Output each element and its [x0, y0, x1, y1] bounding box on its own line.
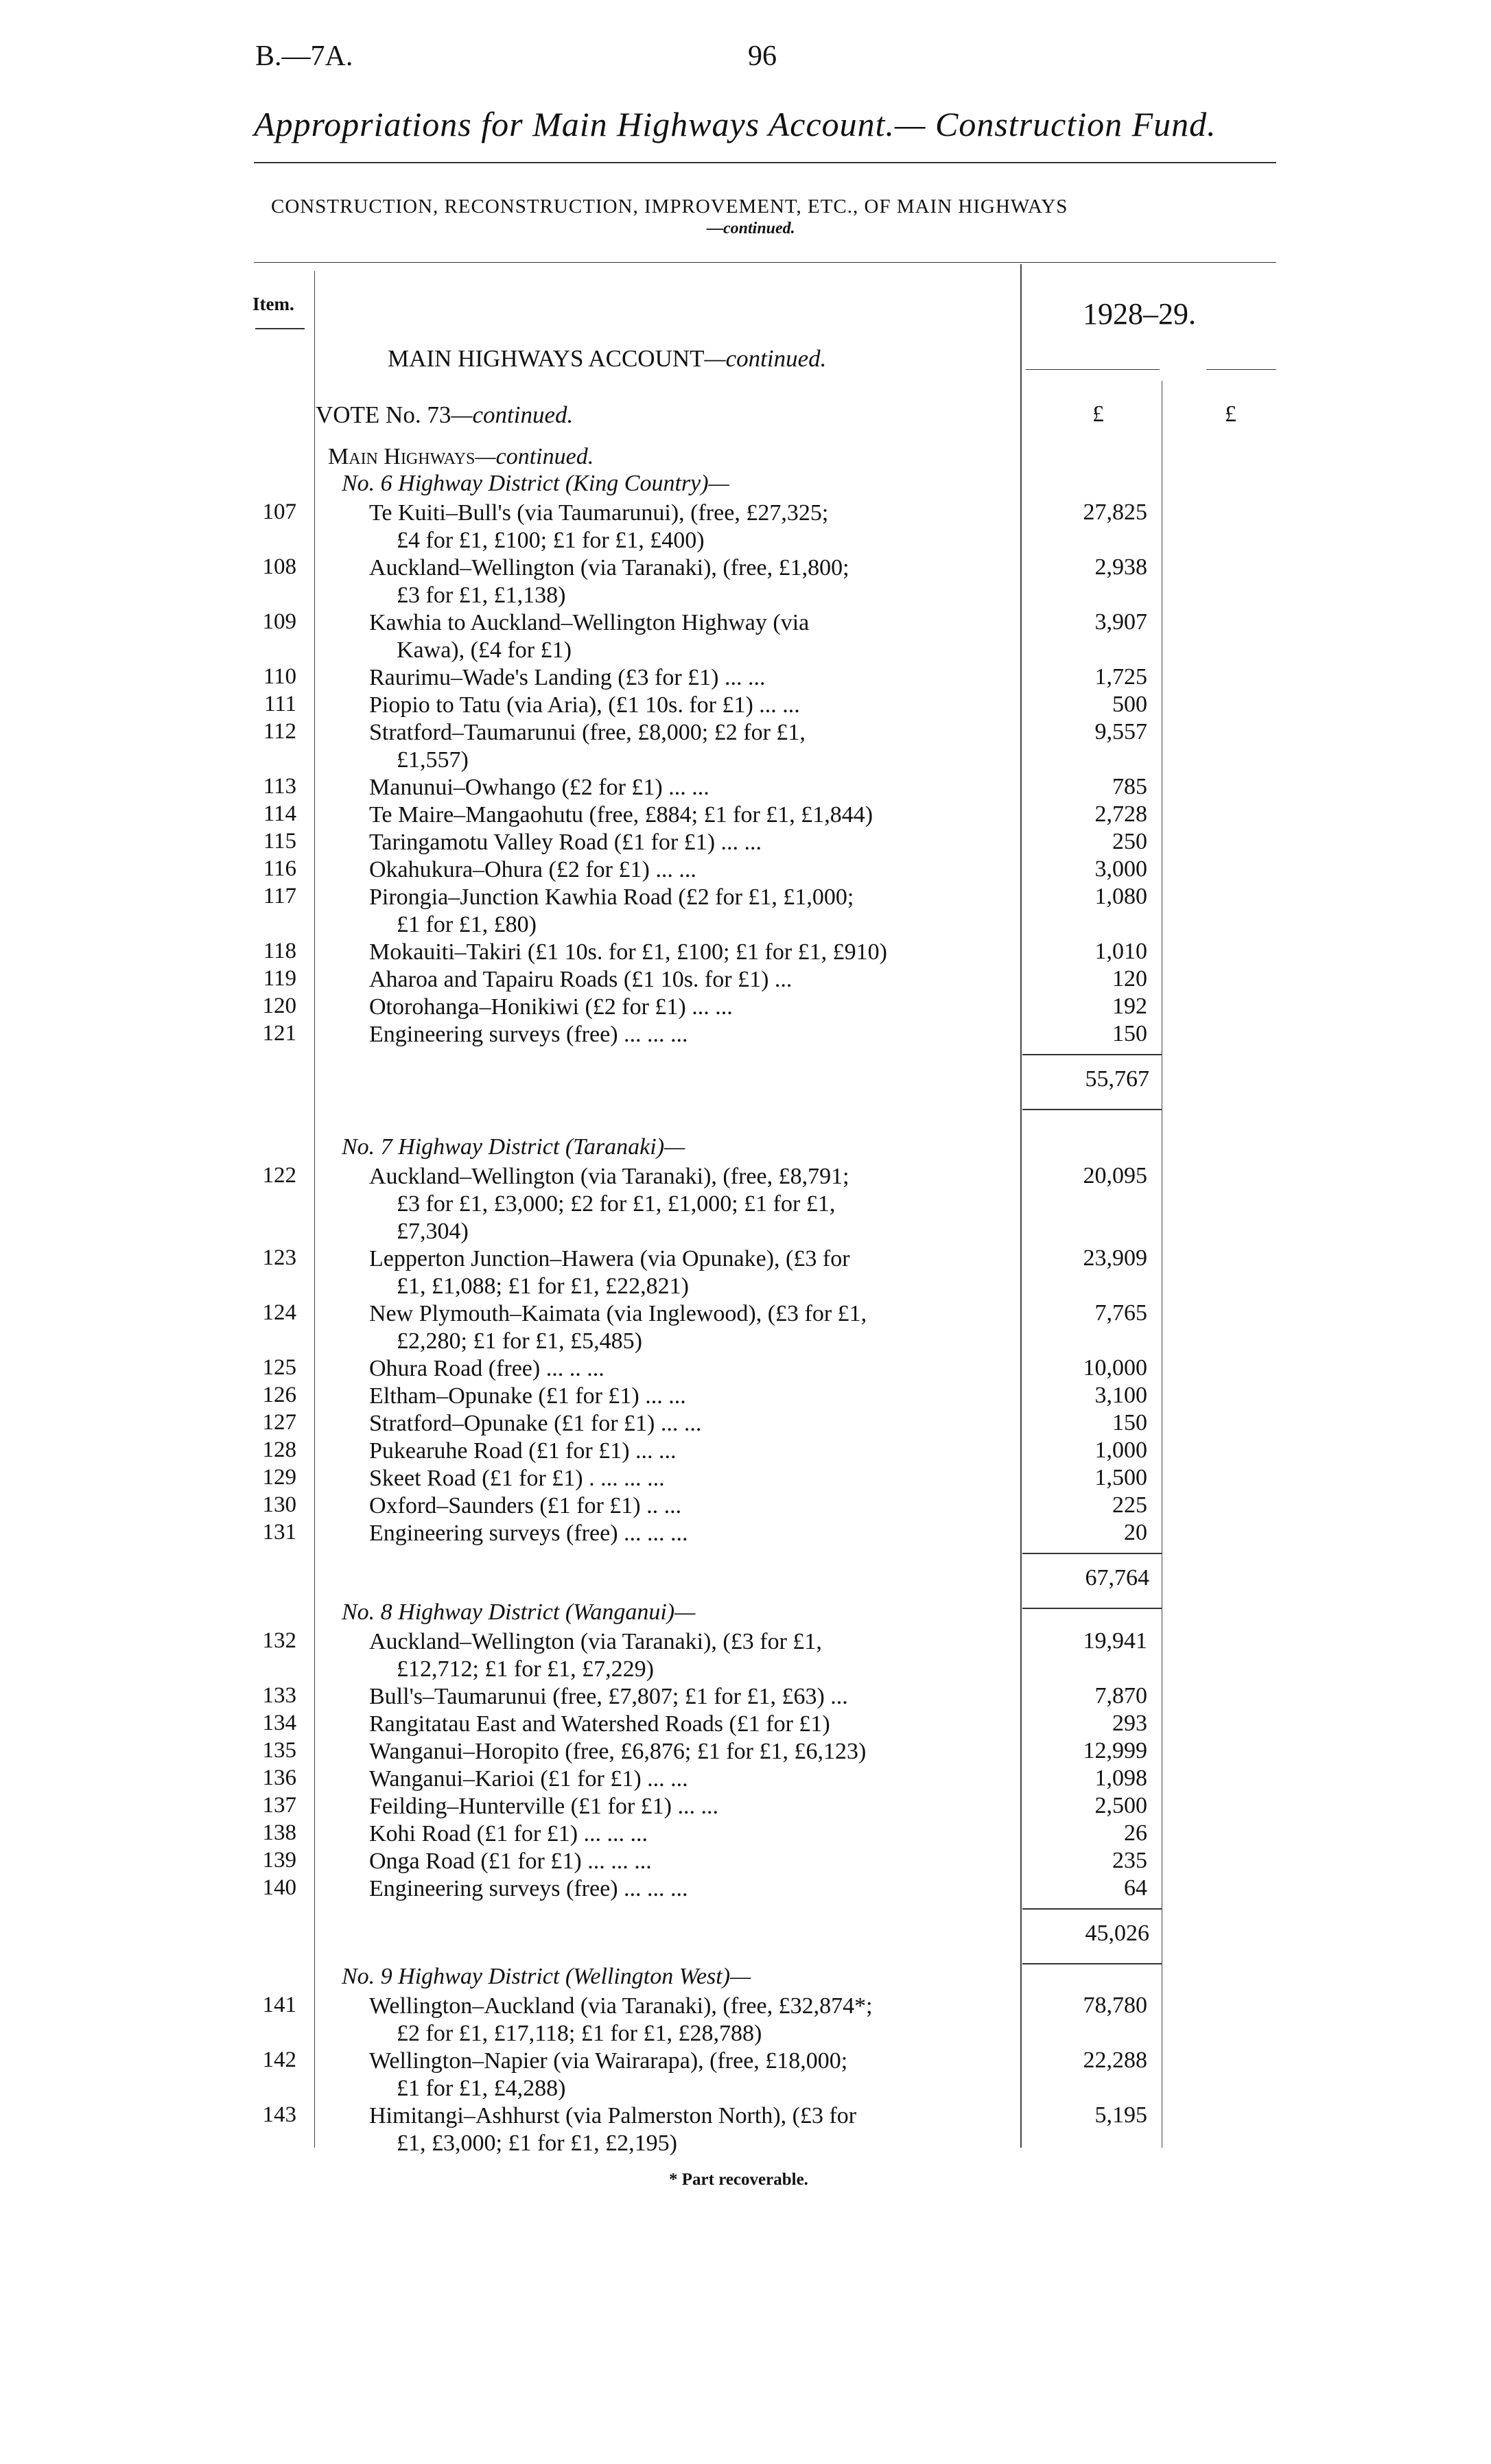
subtotal-rule-top	[1022, 1054, 1162, 1055]
footnote: * Part recoverable.	[669, 2170, 808, 2189]
item-number: 119	[263, 966, 296, 991]
item-amount: 150	[1112, 1021, 1147, 1046]
item-number: 137	[262, 1793, 296, 1818]
item-number: 114	[263, 801, 296, 826]
item-description: Auckland–Wellington (via Taranaki), (free, £8,791;	[369, 1164, 849, 1189]
district-heading: No. 9 Highway District (Wellington West)—	[342, 1964, 751, 1989]
item-amount: 1,098	[1094, 1765, 1147, 1791]
item-amount: 3,907	[1094, 609, 1147, 635]
item-description: £12,712; £1 for £1, £7,229)	[397, 1656, 654, 1682]
item-number: 126	[262, 1383, 296, 1407]
item-amount: 3,000	[1094, 856, 1147, 882]
item-amount: 19,941	[1083, 1628, 1147, 1654]
subhead-text: Main Highways	[328, 444, 476, 469]
item-description: Stratford–Taumarunui (free, £8,000; £2 for £1,	[369, 720, 806, 745]
item-amount: 9,557	[1094, 719, 1147, 744]
item-description: Otorohanga–Honikiwi (£2 for £1) ... ...	[369, 994, 733, 1020]
subtotal-rule-top	[1022, 1908, 1162, 1910]
item-description: Feilding–Hunterville (£1 for £1) ... ...	[369, 1794, 718, 1819]
item-number: 135	[262, 1738, 296, 1763]
item-number: 132	[262, 1628, 296, 1653]
vote-text: VOTE No. 73	[316, 401, 451, 428]
item-description: Wanganui–Horopito (free, £6,876; £1 for £1, £6,123)	[369, 1739, 867, 1764]
item-amount: 225	[1112, 1492, 1147, 1518]
item-number: 133	[262, 1683, 296, 1708]
subhead-suffix: —continued.	[475, 444, 594, 469]
item-amount: 250	[1112, 829, 1147, 854]
item-description: Kawa), (£4 for £1)	[397, 637, 572, 663]
item-description: Raurimu–Wade's Landing (£3 for £1) ... ...	[369, 665, 766, 690]
item-amount: 1,500	[1094, 1465, 1147, 1490]
item-description: Onga Road (£1 for £1) ... ... ...	[369, 1849, 652, 1874]
item-description: Engineering surveys (free) ... ... ...	[369, 1022, 688, 1047]
item-number: 143	[262, 2102, 296, 2127]
item-number: 129	[262, 1465, 296, 1490]
item-description: Auckland–Wellington (via Taranaki), (£3 for £1,	[369, 1629, 822, 1654]
item-amount: 2,728	[1094, 801, 1147, 827]
item-number: 107	[262, 500, 296, 524]
item-number: 131	[262, 1520, 296, 1545]
subtotal-rule-bottom	[1022, 1608, 1162, 1609]
district-subtotal: 45,026	[1085, 1921, 1149, 1946]
item-amount: 500	[1112, 692, 1147, 717]
item-description: Kawhia to Auckland–Wellington Highway (via	[369, 610, 810, 635]
item-description: Te Maire–Mangaohutu (free, £884; £1 for £1, £1,844)	[369, 802, 873, 828]
item-description: £7,304)	[397, 1219, 469, 1244]
district-heading: No. 7 Highway District (Taranaki)—	[342, 1134, 685, 1160]
item-amount: 20,095	[1083, 1163, 1147, 1188]
item-number: 142	[262, 2048, 296, 2072]
year-header-rule-2	[1206, 369, 1276, 370]
item-description: Wellington–Auckland (via Taranaki), (free, £32,874*;	[369, 1993, 873, 2019]
item-description: Auckland–Wellington (via Taranaki), (free, £1,800;	[369, 555, 849, 580]
currency-header-2: £	[1225, 401, 1236, 427]
item-description: Stratford–Opunake (£1 for £1) ... ...	[369, 1411, 702, 1436]
subtotal-rule-top	[1022, 1553, 1162, 1554]
item-description: Te Kuiti–Bull's (via Taumarunui), (free, £27,325;	[369, 500, 829, 526]
item-number: 128	[262, 1438, 296, 1462]
item-amount: 27,825	[1083, 500, 1147, 525]
item-description: Wanganui–Karioi (£1 for £1) ... ...	[369, 1766, 688, 1792]
item-number: 111	[263, 692, 296, 716]
item-amount: 235	[1112, 1848, 1147, 1873]
item-amount: 1,010	[1094, 939, 1147, 964]
item-description: Wellington–Napier (via Wairarapa), (free, £18,000;	[369, 2048, 848, 2074]
item-number: 139	[262, 1848, 296, 1873]
item-description: Lepperton Junction–Hawera (via Opunake), (£3 for	[369, 1246, 850, 1271]
item-amount: 7,765	[1094, 1300, 1147, 1326]
item-amount: 3,100	[1094, 1383, 1147, 1408]
table-heading: CONSTRUCTION, RECONSTRUCTION, IMPROVEMENT, ETC., OF MAIN HIGHWAYS	[271, 196, 1068, 218]
item-number: 121	[262, 1021, 296, 1046]
item-description: Pirongia–Junction Kawhia Road (£2 for £1, £1,000;	[369, 884, 854, 910]
item-amount: 192	[1112, 994, 1147, 1019]
item-description: £1, £3,000; £1 for £1, £2,195)	[397, 2131, 677, 2156]
item-number: 115	[263, 829, 296, 854]
account-title	[388, 345, 826, 373]
vote-heading	[316, 401, 573, 429]
item-header-underline	[255, 328, 305, 329]
item-description: Piopio to Tatu (via Aria), (£1 10s. for £1) ... ...	[369, 692, 800, 718]
item-description: Okahukura–Ohura (£2 for £1) ... ...	[369, 857, 696, 882]
item-number: 140	[262, 1875, 296, 1900]
item-number: 134	[262, 1711, 296, 1735]
year-column-header: 1928–29.	[1083, 297, 1196, 331]
district-heading: No. 8 Highway District (Wanganui)—	[342, 1599, 696, 1625]
column-header-rule-top	[254, 262, 1276, 263]
page-number: 96	[748, 40, 777, 72]
item-description: Eltham–Opunake (£1 for £1) ... ...	[369, 1383, 686, 1409]
header-rule	[254, 162, 1276, 163]
item-number: 113	[263, 774, 296, 799]
item-amount: 1,080	[1094, 884, 1147, 909]
item-description: £2 for £1, £17,118; £1 for £1, £28,788)	[397, 2021, 762, 2046]
item-amount: 22,288	[1083, 2048, 1147, 2073]
item-amount: 78,780	[1083, 1993, 1147, 2018]
item-number: 130	[262, 1492, 296, 1517]
item-description: Rangitatau East and Watershed Roads (£1 for £1)	[369, 1711, 830, 1737]
item-description: £3 for £1, £1,138)	[397, 583, 566, 608]
item-number: 127	[262, 1410, 296, 1435]
item-description: Engineering surveys (free) ... ... ...	[369, 1521, 688, 1546]
item-column-header: Item.	[253, 294, 294, 314]
item-amount: 23,909	[1083, 1245, 1147, 1271]
item-description: New Plymouth–Kaimata (via Inglewood), (£3 for £1,	[369, 1301, 867, 1326]
item-description: Skeet Road (£1 for £1) . ... ... ...	[369, 1466, 665, 1491]
page-reference: B.—7A.	[255, 40, 353, 72]
district-heading: No. 6 Highway District (King Country)—	[342, 471, 729, 496]
subtotal-rule-bottom	[1022, 1963, 1162, 1964]
item-amount: 64	[1124, 1875, 1147, 1901]
vote-suffix: —continued.	[451, 401, 574, 428]
running-title: Appropriations for Main Highways Account.— Construction Fund.	[254, 105, 1217, 143]
item-amount: 7,870	[1094, 1683, 1147, 1709]
item-number: 125	[262, 1355, 296, 1380]
item-number: 112	[263, 719, 296, 744]
year-header-rule-1	[1026, 369, 1160, 370]
subhead-main-highways	[328, 444, 594, 470]
item-description: Engineering surveys (free) ... ... ...	[369, 1876, 688, 1901]
item-description: Oxford–Saunders (£1 for £1) .. ...	[369, 1493, 682, 1518]
item-description: £2,280; £1 for £1, £5,485)	[397, 1328, 642, 1354]
item-amount: 1,725	[1094, 664, 1147, 690]
currency-header-1: £	[1092, 401, 1104, 427]
item-description: Ohura Road (free) ... .. ...	[369, 1356, 604, 1381]
item-amount: 26	[1124, 1820, 1147, 1846]
item-description: Aharoa and Tapairu Roads (£1 10s. for £1) ...	[369, 967, 793, 992]
item-number: 123	[262, 1245, 296, 1270]
item-column-divider	[314, 271, 315, 2148]
item-amount: 2,938	[1094, 554, 1147, 580]
subtotal-rule-bottom	[1022, 1109, 1162, 1110]
item-amount: 785	[1112, 774, 1147, 799]
item-amount: 10,000	[1083, 1355, 1147, 1381]
item-description: Bull's–Taumarunui (free, £7,807; £1 for £1, £63) ...	[369, 1684, 848, 1709]
item-amount: 150	[1112, 1410, 1147, 1435]
item-description: £3 for £1, £3,000; £2 for £1, £1,000; £1 for £1,	[397, 1191, 836, 1217]
item-amount: 12,999	[1083, 1738, 1147, 1763]
item-description: Kohi Road (£1 for £1) ... ... ...	[369, 1821, 648, 1846]
item-number: 138	[262, 1820, 296, 1845]
item-amount: 2,500	[1094, 1793, 1147, 1818]
item-number: 118	[263, 939, 296, 963]
item-description: Mokauiti–Takiri (£1 10s. for £1, £100; £1 for £1, £910)	[369, 939, 887, 965]
item-description: £1 for £1, £80)	[397, 912, 537, 937]
item-amount: 1,000	[1094, 1438, 1147, 1463]
item-description: £1, £1,088; £1 for £1, £22,821)	[397, 1274, 689, 1299]
item-description: £1,557)	[397, 747, 469, 773]
item-description: £4 for £1, £100; £1 for £1, £400)	[397, 528, 705, 553]
item-number: 141	[262, 1993, 296, 2017]
item-number: 117	[263, 884, 296, 908]
item-description: Manunui–Owhango (£2 for £1) ... ...	[369, 775, 709, 800]
account-title-text: MAIN HIGHWAYS ACCOUNT	[388, 345, 705, 372]
item-description: Taringamotu Valley Road (£1 for £1) ... ...	[369, 830, 762, 855]
item-amount: 293	[1112, 1711, 1147, 1736]
item-description: Himitangi–Ashhurst (via Palmerston North), (£3 for	[369, 2103, 857, 2128]
item-description: Pukearuhe Road (£1 for £1) ... ...	[369, 1438, 677, 1464]
account-title-suffix: —continued.	[704, 345, 827, 372]
item-number: 120	[262, 994, 296, 1018]
item-number: 136	[262, 1765, 296, 1790]
district-subtotal: 55,767	[1085, 1066, 1149, 1092]
item-number: 122	[262, 1163, 296, 1188]
item-number: 124	[262, 1300, 296, 1325]
description-column-divider	[1020, 264, 1022, 2148]
table-heading-continued: —continued.	[707, 220, 795, 237]
item-description: £1 for £1, £4,288)	[397, 2076, 566, 2101]
item-number: 108	[262, 554, 296, 579]
item-number: 116	[263, 856, 296, 881]
item-amount: 120	[1112, 966, 1147, 992]
item-number: 109	[262, 609, 296, 634]
item-amount: 5,195	[1094, 2102, 1147, 2128]
item-number: 110	[263, 664, 296, 689]
district-subtotal: 67,764	[1085, 1565, 1149, 1591]
item-amount: 20	[1124, 1520, 1147, 1545]
